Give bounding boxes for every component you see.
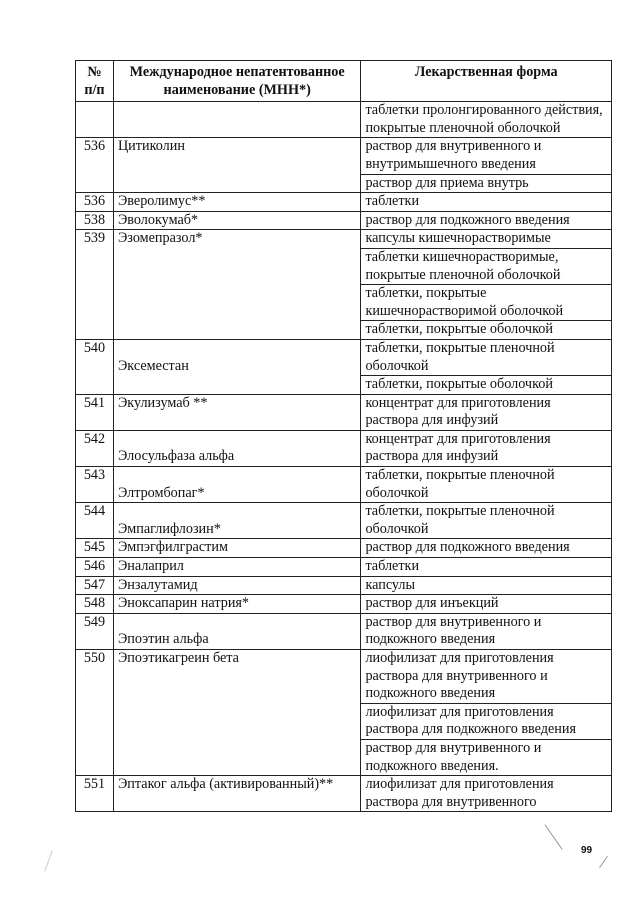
table-row [76,613,612,649]
row-number: 543 [76,467,114,503]
row-number: 542 [76,430,114,466]
table-header-row [76,61,612,102]
row-number: 551 [76,776,114,812]
inn-name: Эпоэтикагреин бета [113,650,361,776]
row-number: 546 [76,558,114,577]
inn-name: Эзомепразол* [113,230,361,340]
inn-name: Эптаког альфа (активированный)** [113,776,361,812]
table-row [76,595,612,614]
drug-list-table [75,60,612,812]
table-row [76,138,612,174]
row-number: 548 [76,595,114,614]
table-row [76,576,612,595]
inn-name: Эверолимус** [113,193,361,212]
dosage-form: раствор для внутривенного и внутримышечного введения [361,138,612,174]
inn-name: Эмпаглифлозин* [113,503,361,539]
dosage-form: капсулы кишечнорастворимые [361,230,612,249]
table-row [76,339,612,375]
dosage-form: таблетки [361,193,612,212]
inn-name: Эналаприл [113,558,361,577]
inn-name: Экулизумаб ** [113,394,361,430]
dosage-form: лиофилизат для приготовления раствора для подкожного введения [361,703,612,739]
inn-name: Эксеместан [113,339,361,394]
dosage-form: таблетки, покрытые кишечнорастворимой оболочкой [361,285,612,321]
inn-name [113,102,361,138]
row-number: 536 [76,138,114,193]
page-number: 99 [581,845,593,856]
row-number: 540 [76,339,114,394]
inn-name: Элосульфаза альфа [113,430,361,466]
dosage-form: таблетки, покрытые оболочкой [361,376,612,395]
dosage-form: таблетки, покрытые пленочной оболочкой [361,467,612,503]
dosage-form: концентрат для приготовления раствора для инфузий [361,430,612,466]
header-dosage-form: Лекарственная форма [361,61,612,102]
row-number: 549 [76,613,114,649]
table-row [76,467,612,503]
table-row [76,211,612,230]
header-number: № п/п [76,61,114,102]
inn-name: Цитиколин [113,138,361,193]
inn-name: Эмпэгфилграстим [113,539,361,558]
table-row [76,558,612,577]
row-number: 536 [76,193,114,212]
table-row [76,650,612,704]
inn-name: Эволокумаб* [113,211,361,230]
row-number: 538 [76,211,114,230]
dosage-form: раствор для внутривенного и подкожного введения [361,613,612,649]
row-number: 550 [76,650,114,776]
dosage-form: раствор для подкожного введения [361,539,612,558]
scan-artifact [599,856,608,868]
dosage-form: лиофилизат для приготовления раствора для внутривенного [361,776,612,812]
row-number: 539 [76,230,114,340]
dosage-form: таблетки, покрытые пленочной оболочкой [361,339,612,375]
dosage-form: раствор для приема внутрь [361,174,612,193]
row-number: 541 [76,394,114,430]
table-row [76,394,612,430]
row-number: 544 [76,503,114,539]
dosage-form: капсулы [361,576,612,595]
inn-name: Эпоэтин альфа [113,613,361,649]
inn-name: Эноксапарин натрия* [113,595,361,614]
dosage-form: раствор для внутривенного и подкожного введения. [361,739,612,775]
table-row [76,430,612,466]
row-number: 545 [76,539,114,558]
table-row [76,230,612,249]
inn-name: Элтромбопаг* [113,467,361,503]
dosage-form: таблетки кишечнорастворимые, покрытые пленочной оболочкой [361,248,612,284]
table-row [76,193,612,212]
inn-name: Энзалутамид [113,576,361,595]
dosage-form: таблетки [361,558,612,577]
table-row [76,776,612,812]
header-inn-name: Международное непатентованное наименование (МНН*) [113,61,361,102]
row-number: 547 [76,576,114,595]
dosage-form: концентрат для приготовления раствора для инфузий [361,394,612,430]
dosage-form: лиофилизат для приготовления раствора для внутривенного и подкожного введения [361,650,612,704]
dosage-form: таблетки, покрытые оболочкой [361,321,612,340]
scan-artifact [44,850,52,871]
table-row [76,539,612,558]
row-number [76,102,114,138]
dosage-form: раствор для подкожного введения [361,211,612,230]
dosage-form: таблетки, покрытые пленочной оболочкой [361,503,612,539]
dosage-form: таблетки пролонгированного действия, покрытые пленочной оболочкой [361,102,612,138]
dosage-form: раствор для инъекций [361,595,612,614]
scan-artifact [544,824,562,849]
table-row [76,102,612,138]
table-row [76,503,612,539]
